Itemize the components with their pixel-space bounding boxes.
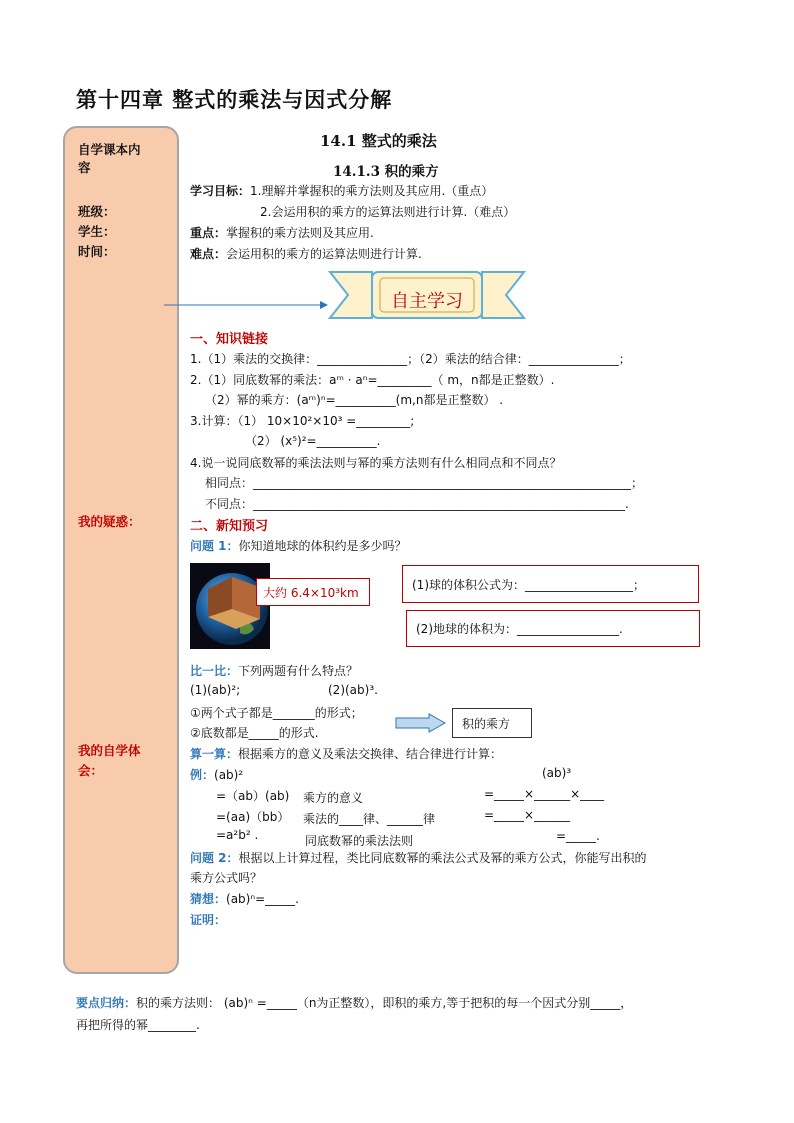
goals-label: 学习目标： — [190, 184, 251, 198]
step-2-note: 乘法的____律、______律 — [303, 812, 436, 826]
step-1-note: 乘方的意义 — [303, 791, 364, 805]
prove-label: 证明： — [190, 913, 227, 927]
compare-point-2: ②底数都是_____的形式. — [190, 726, 319, 740]
guess-line — [190, 890, 299, 907]
banner-text: 自主学习 — [391, 291, 463, 312]
goals-line-1 — [190, 182, 493, 199]
key-point-text: 掌握积的乘方法则及其应用. — [226, 226, 374, 240]
preview-title: 二、新知预习 — [190, 519, 269, 534]
experience-label-2: 会： — [78, 763, 104, 778]
question-1-text: 你知道地球的体积约是多少吗？ — [238, 539, 407, 553]
compare-arrow — [395, 713, 447, 733]
time-label: 时间： — [78, 244, 116, 259]
summary-line-1 — [76, 994, 632, 1011]
difficult-point-text: 会运用积的乘方的运算法则进行计算. — [226, 247, 422, 261]
compare-item-2: (2)(ab)³. — [328, 683, 378, 697]
compare-item-1: (1)(ab)²; — [190, 683, 241, 697]
experience-label-1: 我的自学体 — [78, 743, 141, 758]
goal-1: 1.理解并掌握积的乘方法则及其应用.（重点） — [250, 184, 494, 198]
knowledge-line-7: 相同点：_______________________________________________________________； — [205, 476, 644, 490]
compare-label: 比一比： — [190, 664, 239, 678]
earth-volume-text: (2)地球的体积为：_________________. — [416, 622, 623, 636]
question-2-text-2: 乘方公式吗？ — [190, 871, 263, 885]
student-label: 学生： — [78, 224, 116, 239]
goal-2: 2.会运用积的乘方的运算法则进行计算.（难点） — [260, 205, 516, 219]
sidebar-content-label-2: 容 — [78, 160, 91, 175]
calc-text: 根据乘方的意义及乘法交换律、结合律进行计算： — [238, 747, 503, 761]
step-1: =（ab）(ab) — [216, 789, 290, 803]
question-2-text-1: 根据以上计算过程，类比同底数幂的乘法公式及幂的乘方公式，你能写出积的 — [238, 851, 647, 865]
knowledge-line-1: 1.（1）乘法的交换律：_______________；（2）乘法的结合律：_______________； — [190, 352, 631, 366]
sidebar-content-label-1: 自学课本内 — [78, 142, 141, 157]
difficult-point-label: 难点： — [190, 247, 227, 261]
knowledge-line-2: 2.（1）同底数幂的乘法：aᵐ · aⁿ=_________（ m，n都是正整数）. — [190, 373, 555, 387]
chapter-title: 第十四章 整式的乘法与因式分解 — [76, 88, 393, 112]
question-1-label: 问题 1： — [190, 539, 239, 553]
knowledge-line-6: 4.说一说同底数幂的乘法法则与幂的乘方法则有什么相同点和不同点？ — [190, 456, 562, 470]
summary-text-1: 积的乘方法则： (ab)ⁿ =_____（n为正整数），即积的乘方,等于把积的每一个因式分别_____， — [136, 996, 633, 1010]
calc-label: 算一算： — [190, 747, 239, 761]
example-label: 例： — [190, 768, 215, 782]
compare-point-1: ①两个式子都是_______的形式； — [190, 706, 363, 720]
key-point — [190, 224, 374, 241]
knowledge-line-5: （2） (x⁵)²=__________. — [245, 434, 381, 448]
class-label: 班级： — [78, 204, 116, 219]
result-2: =_____×______ — [484, 808, 571, 822]
example-b: (ab)³ — [542, 766, 572, 780]
difficult-point — [190, 245, 422, 262]
result-3: =_____. — [556, 829, 600, 843]
product-power-text: 积的乘方 — [462, 717, 511, 731]
sphere-formula-text: (1)球的体积公式为：__________________； — [412, 578, 645, 592]
doubts-label: 我的疑惑： — [78, 514, 141, 529]
earth-size-label: 大约 6.4×10³km — [263, 586, 359, 600]
key-point-label: 重点： — [190, 226, 227, 240]
compare-line — [190, 662, 358, 679]
question-2 — [190, 849, 647, 866]
compare-text: 下列两题有什么特点？ — [238, 664, 359, 678]
step-2: =(aa)（bb） — [216, 810, 290, 824]
summary-text-2: 再把所得的幂________. — [76, 1018, 200, 1032]
earth-image — [190, 563, 270, 649]
example-a: (ab)² — [214, 768, 244, 782]
section-title: 14.1 整式的乘法 — [320, 132, 437, 150]
knowledge-line-3: （2）幂的乘方：(aᵐ)ⁿ=__________(m,n都是正整数） . — [205, 393, 504, 407]
guess-label: 猜想： — [190, 892, 227, 906]
summary-label: 要点归纳： — [76, 996, 137, 1010]
step-3-note: 同底数幂的乘法法则 — [305, 834, 414, 848]
subsection-title: 14.1.3 积的乘方 — [333, 164, 439, 180]
question-2-label: 问题 2： — [190, 851, 239, 865]
knowledge-line-4: 3.计算：（1） 10×10²×10³ =_________; — [190, 414, 415, 428]
question-1 — [190, 537, 407, 554]
knowledge-title: 一、知识链接 — [190, 332, 269, 347]
calc-line — [190, 745, 502, 762]
result-1: =_____×______×____ — [484, 787, 605, 801]
guess-text: (ab)ⁿ=_____. — [226, 892, 299, 906]
sidebar-arrow — [160, 298, 330, 312]
step-3: =a²b² . — [216, 828, 259, 842]
knowledge-line-8: 不同点：______________________________________________________________. — [205, 497, 629, 511]
example-line — [190, 766, 243, 783]
